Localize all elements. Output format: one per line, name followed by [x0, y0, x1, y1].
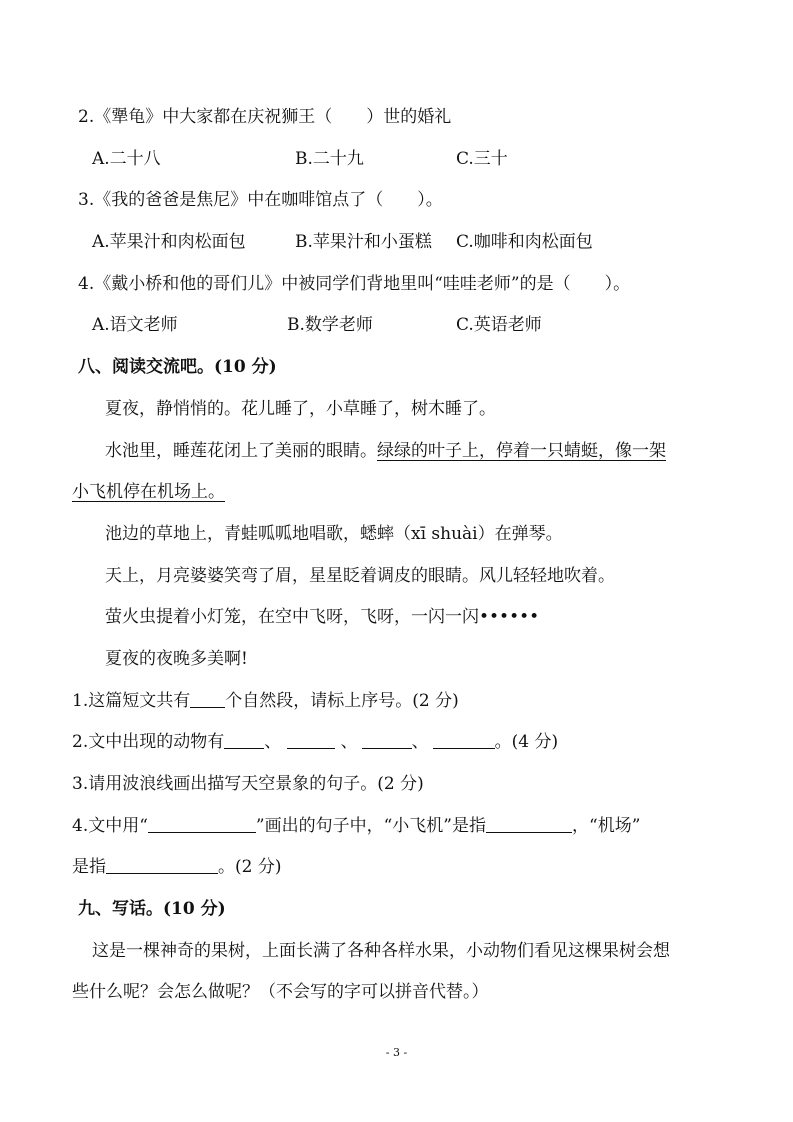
- reading-question-4-line-1: [72, 815, 640, 837]
- passage-paragraph-5: 萤火虫提着小灯笼，在空中飞呀，飞呀，一闪一闪••••••: [105, 607, 540, 627]
- passage-paragraph-6: 夏夜的夜晚多美啊!: [105, 649, 248, 669]
- passage-paragraph-2-line-1: [105, 440, 666, 462]
- passage-paragraph-4: 天上，月亮婆婆笑弯了眉，星星眨着调皮的眼睛。风儿轻轻地吹着。: [105, 566, 615, 586]
- question-3-option-b: B.苹果汁和小蛋糕: [295, 232, 432, 252]
- section-9-title: 九、写话。(10 分): [78, 899, 226, 919]
- answer-blank[interactable]: [224, 732, 264, 749]
- passage-paragraph-2-start: 水池里，睡莲花闭上了美丽的眼睛。: [105, 441, 377, 461]
- answer-blank[interactable]: [433, 732, 495, 749]
- question-2-option-b: B.二十九: [295, 149, 364, 169]
- reading-question-3: 3.请用波浪线画出描写天空景象的句子。(2 分): [72, 774, 424, 794]
- answer-blank[interactable]: [148, 816, 256, 833]
- reading-question-4-line-2: [72, 856, 281, 878]
- passage-paragraph-1: 夏夜，静悄悄的。花儿睡了，小草睡了，树木睡了。: [105, 399, 496, 419]
- question-2-option-a: A.二十八: [92, 149, 161, 169]
- underlined-sentence-part-1: 绿绿的叶子上，停着一只蜻蜓，像一架: [377, 441, 666, 461]
- reading-question-2: [72, 731, 558, 753]
- separator: 、: [264, 732, 282, 752]
- passage-paragraph-3: 池边的草地上，青蛙呱呱地唱歌，蟋蟀（xī shuài）在弹琴。: [105, 524, 563, 544]
- section-8-title: 八、阅读交流吧。(10 分): [78, 357, 277, 377]
- question-3-option-a: A.苹果汁和肉松面包: [92, 232, 246, 252]
- question-4-option-a: A.语文老师: [92, 315, 178, 335]
- answer-blank[interactable]: [486, 816, 572, 833]
- reading-question-1: [72, 690, 459, 712]
- passage-paragraph-2-line-2: [72, 481, 225, 503]
- reading-question-4-text-e: 。(2 分): [218, 857, 282, 877]
- question-2-option-c: C.三十: [456, 149, 508, 169]
- reading-question-4-text-c: ，“机场”: [572, 816, 641, 836]
- reading-question-4-text-b: ”画出的句子中，“小飞机”是指: [255, 816, 486, 836]
- reading-question-2-end: 。(4 分): [494, 732, 559, 752]
- answer-blank[interactable]: [362, 732, 412, 749]
- question-3-option-c: C.咖啡和肉松面包: [456, 232, 593, 252]
- underlined-sentence-part-2: 小飞机停在机场上。: [72, 482, 225, 502]
- reading-question-2-text-a: 2.文中出现的动物有: [72, 732, 225, 752]
- question-4-option-b: B.数学老师: [287, 315, 373, 335]
- separator: 、: [411, 732, 429, 752]
- reading-question-1-text-a: 1.这篇短文共有: [72, 691, 191, 711]
- reading-question-4-text-d: 是指: [72, 857, 106, 877]
- writing-prompt-line-1: 这是一棵神奇的果树，上面长满了各种各样水果，小动物们看见这棵果树会想: [92, 941, 670, 961]
- question-4-option-c: C.英语老师: [456, 315, 542, 335]
- question-2-stem: 2.《犟龟》中大家都在庆祝狮王（ ）世的婚礼: [78, 107, 452, 127]
- question-2-options: [92, 148, 161, 170]
- writing-prompt-line-2: 些什么呢？会怎么做呢？（不会写的字可以拼音代替。）: [72, 982, 489, 1002]
- answer-blank[interactable]: [287, 732, 335, 749]
- answer-blank[interactable]: [106, 857, 218, 874]
- question-4-stem: 4.《戴小桥和他的哥们儿》中被同学们背地里叫“哇哇老师”的是（ ）。: [78, 274, 631, 294]
- separator: 、: [335, 732, 358, 752]
- reading-question-1-text-b: 个自然段，请标上序号。(2 分): [225, 691, 459, 711]
- question-3-stem: 3.《我的爸爸是焦尼》中在咖啡馆点了（ ）。: [78, 190, 443, 210]
- reading-question-4-text-a: 4.文中用“: [72, 816, 148, 836]
- page-number: - 3 -: [385, 1046, 408, 1059]
- answer-blank[interactable]: [190, 691, 225, 708]
